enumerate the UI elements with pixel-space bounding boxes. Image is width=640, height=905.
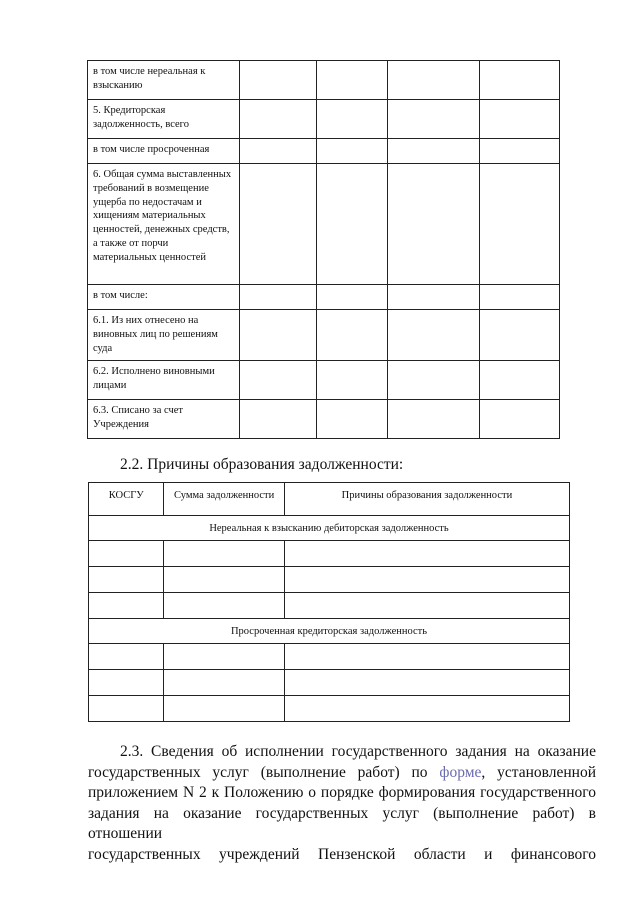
table-cell[interactable]: [388, 100, 480, 139]
table-row: [89, 670, 570, 696]
table-cell[interactable]: [317, 164, 388, 285]
section-label-payable: Просроченная кредиторская задолженность: [89, 619, 570, 644]
row-label: 6.2. Исполнено виновными лицами: [88, 361, 240, 400]
table-row: [88, 139, 560, 164]
section-2-2-heading: 2.2. Причины образования задолженности:: [120, 456, 404, 473]
table-cell[interactable]: [388, 285, 480, 310]
table-cell[interactable]: [480, 310, 560, 361]
paragraph-line: приложением N 2 к Положению о порядке формирования государственного: [88, 784, 596, 801]
table-cell[interactable]: [317, 361, 388, 400]
table-cell[interactable]: [317, 285, 388, 310]
table-header-row: [89, 483, 570, 516]
section-2-3-paragraph: [88, 742, 596, 865]
debt-reasons-table: [88, 482, 570, 722]
table-cell[interactable]: [480, 61, 560, 100]
table-cell[interactable]: [317, 139, 388, 164]
table-cell[interactable]: [240, 100, 317, 139]
table-cell[interactable]: [317, 400, 388, 439]
table-row: [88, 361, 560, 400]
table-cell[interactable]: [284, 644, 569, 670]
debt-indicators-table: [87, 60, 560, 439]
table-cell[interactable]: [164, 696, 284, 722]
table-row: [89, 696, 570, 722]
table-cell[interactable]: [388, 139, 480, 164]
table-row: [89, 567, 570, 593]
table-cell[interactable]: [164, 541, 284, 567]
table-cell[interactable]: [284, 567, 569, 593]
table-row: [88, 400, 560, 439]
table-cell[interactable]: [480, 164, 560, 285]
table-cell[interactable]: [240, 400, 317, 439]
debt-sum-header: Сумма задолженности: [164, 483, 284, 516]
table-cell[interactable]: [240, 61, 317, 100]
table-cell[interactable]: [480, 100, 560, 139]
table-cell[interactable]: [240, 164, 317, 285]
paragraph-line: государственных учреждений Пензенской области и финансового: [88, 845, 596, 863]
row-label: в том числе нереальная к взысканию: [88, 61, 240, 100]
table-cell[interactable]: [240, 310, 317, 361]
row-label: в том числе просроченная: [88, 139, 240, 164]
table-row: [88, 61, 560, 100]
section-label-receivable: Нереальная к взысканию дебиторская задолженность: [89, 516, 570, 541]
table-cell[interactable]: [388, 400, 480, 439]
table-cell[interactable]: [240, 361, 317, 400]
section-row-payable: [89, 619, 570, 644]
table-row: [89, 541, 570, 567]
table-cell[interactable]: [164, 567, 284, 593]
table-cell[interactable]: [284, 593, 569, 619]
table-row: [88, 310, 560, 361]
paragraph-line: задания на оказание государственных услуг (выполнение работ) в отношении: [88, 804, 596, 842]
table-cell[interactable]: [89, 567, 164, 593]
table-cell[interactable]: [240, 139, 317, 164]
line-text: государственных услуг (выполнение работ) по: [88, 763, 440, 781]
table-cell[interactable]: [240, 285, 317, 310]
table-row: [89, 644, 570, 670]
row-label: 6.3. Списано за счет Учреждения: [88, 400, 240, 439]
table-row: [88, 164, 560, 285]
table-row: [88, 285, 560, 310]
debt-reasons-header: Причины образования задолженности: [284, 483, 569, 516]
form-link[interactable]: форме: [439, 763, 482, 781]
kosgu-header: КОСГУ: [89, 483, 164, 516]
table-cell[interactable]: [284, 696, 569, 722]
table-cell[interactable]: [89, 696, 164, 722]
table-cell[interactable]: [284, 541, 569, 567]
table-cell[interactable]: [388, 361, 480, 400]
section-row-receivable: [89, 516, 570, 541]
table-cell[interactable]: [480, 139, 560, 164]
table-cell[interactable]: [89, 541, 164, 567]
table-cell[interactable]: [317, 100, 388, 139]
table-cell[interactable]: [164, 593, 284, 619]
table-row: [89, 593, 570, 619]
table-cell[interactable]: [89, 593, 164, 619]
line-text: , установленной: [481, 763, 596, 781]
table-cell[interactable]: [480, 400, 560, 439]
table-cell[interactable]: [388, 61, 480, 100]
table-cell[interactable]: [89, 644, 164, 670]
table-cell[interactable]: [284, 670, 569, 696]
row-label: в том числе:: [88, 285, 240, 310]
table-cell[interactable]: [164, 670, 284, 696]
table-cell[interactable]: [317, 310, 388, 361]
table-row: [88, 100, 560, 139]
paragraph-line: 2.3. Сведения об исполнении государственного задания на оказание: [120, 743, 596, 760]
table-cell[interactable]: [480, 361, 560, 400]
row-label: 5. Кредиторская задолженность, всего: [88, 100, 240, 139]
row-label: 6.1. Из них отнесено на виновных лиц по решениям суда: [88, 310, 240, 361]
table-cell[interactable]: [480, 285, 560, 310]
row-label: 6. Общая сумма выставленных требований в возмещение ущерба по недостачам и хищениям материальных ценностей, денежных средств, а также от порчи материальных ценностей: [88, 164, 240, 285]
table-cell[interactable]: [388, 164, 480, 285]
table-cell[interactable]: [164, 644, 284, 670]
table-cell[interactable]: [317, 61, 388, 100]
table-cell[interactable]: [89, 670, 164, 696]
paragraph-line: [88, 763, 596, 784]
table-cell[interactable]: [388, 310, 480, 361]
